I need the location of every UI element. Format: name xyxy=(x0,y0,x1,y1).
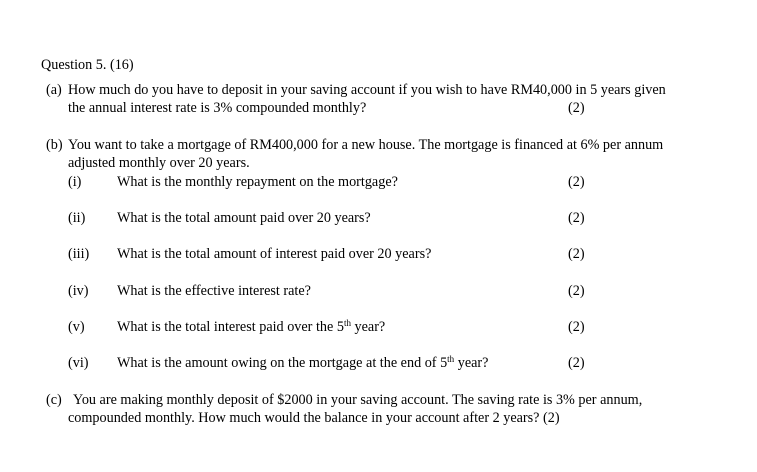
part-c-line-2: compounded monthly. How much would the balance in your account after 2 years? (2) xyxy=(68,410,560,426)
part-c-line-1: You are making monthly deposit of $2000 in your saving account. The saving rate is 3% per annum, xyxy=(73,392,643,408)
sub-question-number: (i) xyxy=(68,174,82,190)
sub-question-text: What is the total amount of interest paid over 20 years? xyxy=(117,246,432,262)
sub-question-text-main: What is the amount owing on the mortgage at the end of 5 xyxy=(117,355,448,371)
sub-question-marks: (2) xyxy=(568,246,585,262)
question-title: Question 5. (16) xyxy=(41,57,134,73)
sub-question-number: (ii) xyxy=(68,210,86,226)
part-b-line-2: adjusted monthly over 20 years. xyxy=(68,155,250,171)
part-b-line-1: You want to take a mortgage of RM400,000 for a new house. The mortgage is financed at 6% per annum xyxy=(68,137,664,153)
sub-question-number: (iii) xyxy=(68,246,90,262)
part-a-label: (a) xyxy=(46,82,62,98)
sub-question-marks: (2) xyxy=(568,355,585,371)
sub-question-text xyxy=(117,319,385,335)
sub-question-marks: (2) xyxy=(568,283,585,299)
ordinal-suffix: th xyxy=(447,354,455,364)
ordinal-suffix: th xyxy=(343,318,351,328)
sub-question-text-end: year? xyxy=(454,355,489,371)
part-a-line-2: the annual interest rate is 3% compounded monthly? xyxy=(68,100,367,116)
part-a-marks: (2) xyxy=(568,100,585,116)
sub-question-text: What is the monthly repayment on the mortgage? xyxy=(117,174,398,190)
sub-question-text: What is the effective interest rate? xyxy=(117,283,311,299)
sub-question-marks: (2) xyxy=(568,210,585,226)
part-a-line-1: How much do you have to deposit in your saving account if you wish to have RM40,000 in 5 years given xyxy=(68,82,666,98)
part-c-label: (c) xyxy=(46,392,62,408)
part-b-label: (b) xyxy=(46,137,63,153)
sub-question-number: (iv) xyxy=(68,283,89,299)
sub-question-number: (vi) xyxy=(68,355,89,371)
sub-question-text: What is the total amount paid over 20 years? xyxy=(117,210,371,226)
sub-question-text-main: What is the total interest paid over the 5 xyxy=(117,319,344,335)
sub-question-number: (v) xyxy=(68,319,85,335)
sub-question-marks: (2) xyxy=(568,319,585,335)
sub-question-marks: (2) xyxy=(568,174,585,190)
sub-question-text xyxy=(117,355,488,371)
sub-question-text-end: year? xyxy=(350,319,386,335)
